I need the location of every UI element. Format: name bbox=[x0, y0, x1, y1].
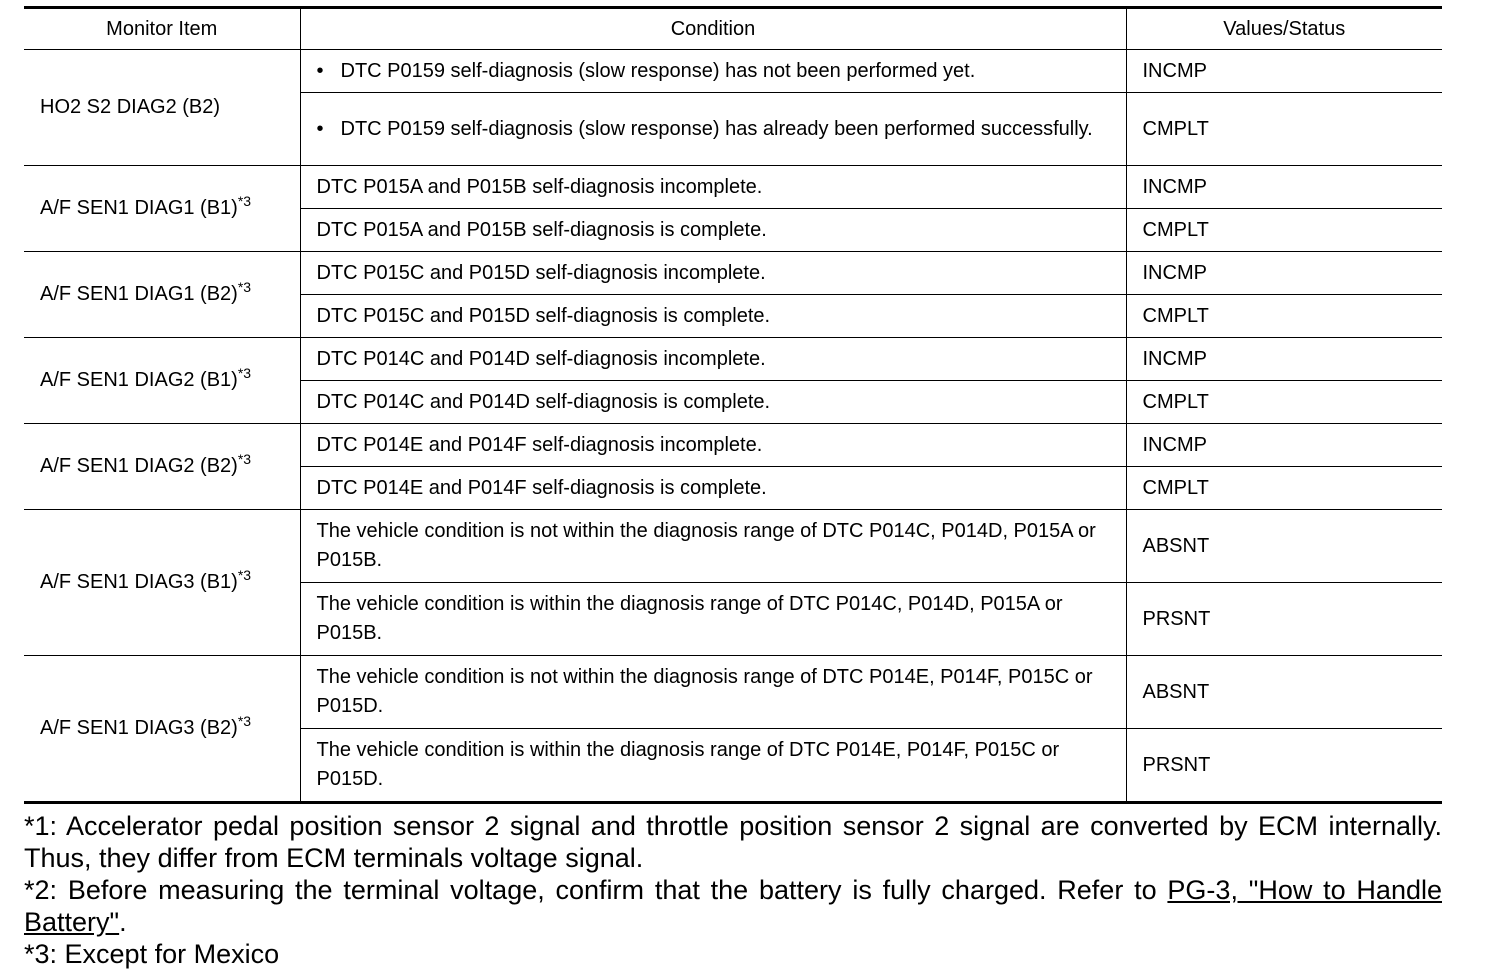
footnote-2-suffix: . bbox=[119, 907, 127, 937]
monitor-item-label: HO2 S2 DIAG2 (B2) bbox=[40, 96, 221, 118]
condition-text: DTC P015C and P015D self-diagnosis is complete. bbox=[316, 304, 771, 327]
condition-text: The vehicle condition is within the diagnosis range of DTC P014E, P014F, P015C or P015D. bbox=[316, 739, 1060, 790]
monitor-item-label: A/F SEN1 DIAG1 (B2) bbox=[40, 283, 238, 305]
monitor-item-cell bbox=[24, 510, 300, 656]
footnote-reference: *3 bbox=[237, 279, 252, 295]
condition-cell bbox=[300, 166, 1126, 209]
condition-cell bbox=[300, 252, 1126, 295]
condition-text: DTC P014C and P014D self-diagnosis incomplete. bbox=[316, 347, 766, 370]
status-value: INCMP bbox=[1126, 50, 1442, 93]
monitor-item-cell bbox=[24, 252, 300, 338]
header-monitor-item: Monitor Item bbox=[24, 8, 300, 50]
condition-text: DTC P014E and P014F self-diagnosis is complete. bbox=[316, 476, 767, 499]
condition-text: DTC P014C and P014D self-diagnosis is complete. bbox=[316, 390, 771, 413]
table-row bbox=[24, 338, 1442, 381]
monitor-item-cell bbox=[24, 656, 300, 803]
bullet-item bbox=[317, 57, 1112, 86]
header-condition: Condition bbox=[300, 8, 1126, 50]
monitor-item-cell bbox=[24, 50, 300, 166]
footnote-3: *3: Except for Mexico bbox=[24, 939, 280, 969]
status-value: PRSNT bbox=[1126, 729, 1442, 803]
condition-cell bbox=[300, 729, 1126, 803]
footnote-reference: *3 bbox=[237, 365, 252, 381]
condition-cell bbox=[300, 510, 1126, 583]
footnote-1: *1: Accelerator pedal position sensor 2 signal and throttle position sensor 2 signal are converted by ECM internally. Thus, they differ from ECM terminals voltage signal. bbox=[24, 811, 1442, 873]
monitor-item-label: A/F SEN1 DIAG1 (B1) bbox=[40, 197, 238, 219]
table-row bbox=[24, 510, 1442, 583]
condition-text: DTC P015A and P015B self-diagnosis incomplete. bbox=[316, 175, 763, 198]
status-value: CMPLT bbox=[1126, 209, 1442, 252]
condition-cell bbox=[300, 381, 1126, 424]
monitor-item-cell bbox=[24, 166, 300, 252]
condition-text: DTC P014E and P014F self-diagnosis incomplete. bbox=[316, 433, 763, 456]
footnote-reference: *3 bbox=[237, 567, 252, 583]
status-value: CMPLT bbox=[1126, 381, 1442, 424]
status-value: CMPLT bbox=[1126, 295, 1442, 338]
condition-text: DTC P015C and P015D self-diagnosis incomplete. bbox=[316, 261, 766, 284]
condition-cell bbox=[300, 338, 1126, 381]
condition-cell bbox=[300, 424, 1126, 467]
footnote-2 bbox=[24, 874, 1442, 938]
condition-text: DTC P0159 self-diagnosis (slow response) has already been performed successfully. bbox=[340, 117, 1093, 140]
table-row bbox=[24, 166, 1442, 209]
condition-text: DTC P0159 self-diagnosis (slow response) has not been performed yet. bbox=[340, 59, 976, 82]
monitor-item-label: A/F SEN1 DIAG3 (B2) bbox=[40, 717, 238, 739]
table-row bbox=[24, 424, 1442, 467]
bullet-item bbox=[317, 115, 1112, 144]
monitor-item-table bbox=[24, 6, 1442, 804]
monitor-item-label: A/F SEN1 DIAG3 (B1) bbox=[40, 571, 238, 593]
bullet-icon: • bbox=[316, 59, 324, 82]
table-row bbox=[24, 50, 1442, 93]
footnote-reference: *3 bbox=[237, 451, 252, 467]
status-value: ABSNT bbox=[1126, 510, 1442, 583]
status-value: PRSNT bbox=[1126, 583, 1442, 656]
condition-cell bbox=[300, 295, 1126, 338]
status-value: ABSNT bbox=[1126, 656, 1442, 729]
condition-text: The vehicle condition is within the diagnosis range of DTC P014C, P014D, P015A or P015B. bbox=[316, 593, 1063, 644]
table-body bbox=[24, 50, 1442, 803]
monitor-item-label: A/F SEN1 DIAG2 (B2) bbox=[40, 455, 238, 477]
condition-text: DTC P015A and P015B self-diagnosis is complete. bbox=[316, 218, 767, 241]
monitor-item-cell bbox=[24, 424, 300, 510]
monitor-item-cell bbox=[24, 338, 300, 424]
condition-cell bbox=[300, 656, 1126, 729]
status-value: CMPLT bbox=[1126, 467, 1442, 510]
status-value: INCMP bbox=[1126, 252, 1442, 295]
footnote-reference: *3 bbox=[237, 713, 252, 729]
bullet-icon: • bbox=[316, 117, 324, 140]
table-row bbox=[24, 656, 1442, 729]
table-header-row bbox=[24, 8, 1442, 50]
status-value: INCMP bbox=[1126, 338, 1442, 381]
status-value: CMPLT bbox=[1126, 93, 1442, 166]
footnote-2-text: *2: Before measuring the terminal voltage, confirm that the battery is fully charged. Refer to bbox=[24, 875, 1168, 905]
document-page bbox=[24, 0, 1442, 970]
condition-cell bbox=[300, 93, 1126, 166]
footnote-reference: *3 bbox=[237, 193, 252, 209]
condition-cell bbox=[300, 209, 1126, 252]
header-values-status: Values/Status bbox=[1126, 8, 1442, 50]
condition-text: The vehicle condition is not within the diagnosis range of DTC P014C, P014D, P015A or P015B. bbox=[316, 520, 1096, 571]
condition-cell bbox=[300, 467, 1126, 510]
footnotes bbox=[24, 810, 1442, 970]
monitor-item-label: A/F SEN1 DIAG2 (B1) bbox=[40, 369, 238, 391]
pg3-battery-link[interactable]: PG-3, "How to Handle Battery" bbox=[24, 875, 1442, 937]
condition-cell bbox=[300, 50, 1126, 93]
status-value: INCMP bbox=[1126, 424, 1442, 467]
condition-text: The vehicle condition is not within the diagnosis range of DTC P014E, P014F, P015C or P015D. bbox=[316, 666, 1093, 717]
status-value: INCMP bbox=[1126, 166, 1442, 209]
condition-cell bbox=[300, 583, 1126, 656]
table-row bbox=[24, 252, 1442, 295]
